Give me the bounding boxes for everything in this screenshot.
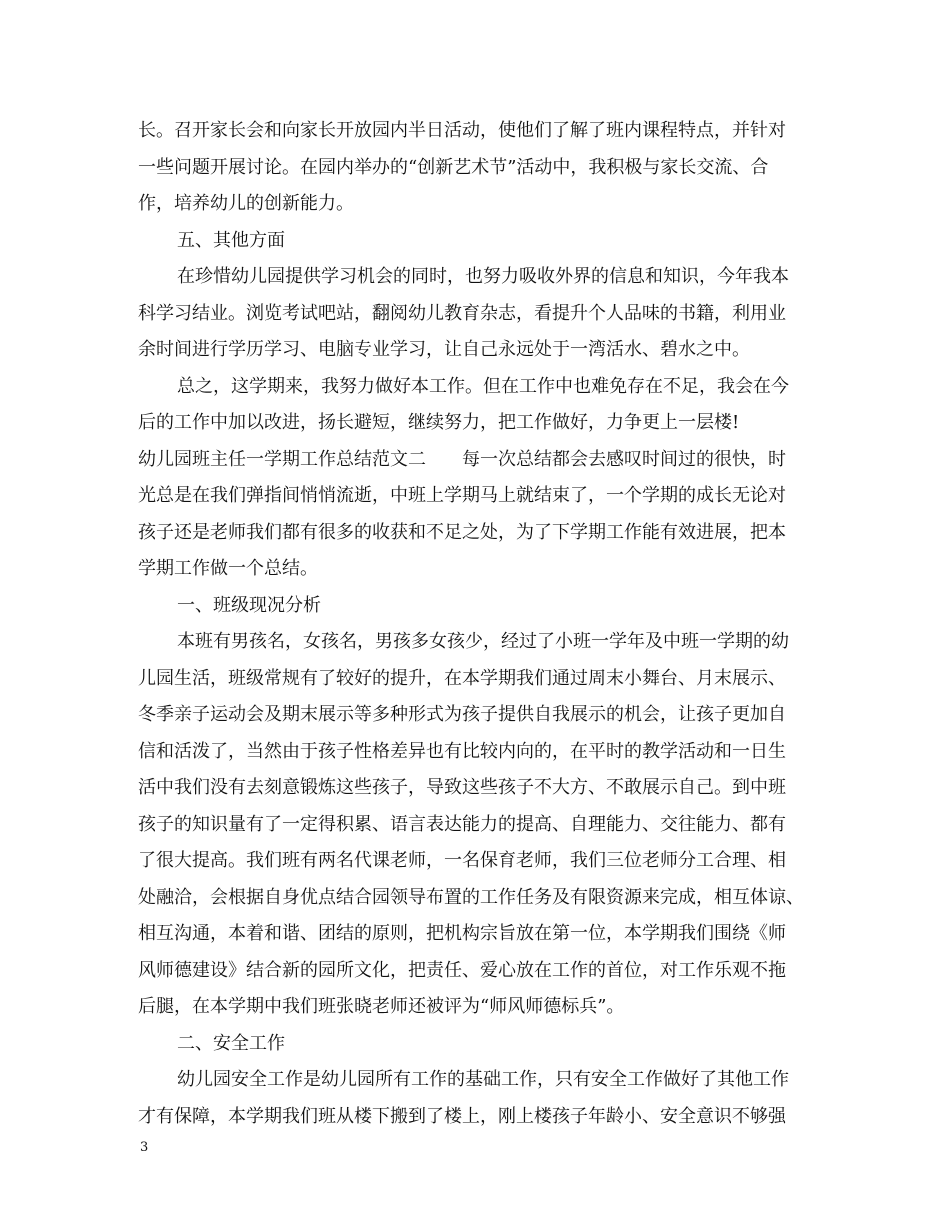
text-line: 儿园生活，班级常规有了较好的提升，在本学期我们通过周末小舞台、月末展示、 bbox=[138, 668, 786, 689]
section-heading: 五、其他方面 bbox=[177, 230, 285, 251]
text-line: 长。召开家长会和向家长开放园内半日活动，使他们了解了班内课程特点，并针对 bbox=[138, 120, 786, 141]
text-line: 总之，这学期来，我努力做好本工作。但在工作中也难免存在不足，我会在今 bbox=[177, 376, 789, 397]
text-line: 孩子还是老师我们都有很多的收获和不足之处，为了下学期工作能有效进展，把本 bbox=[138, 522, 786, 543]
text-line: 孩子的知识量有了一定得积累、语言表达能力的提高、自理能力、交往能力、都有 bbox=[138, 814, 786, 835]
text-line: 一些问题开展讨论。在园内举办的“创新艺术节”活动中，我积极与家长交流、合 bbox=[138, 157, 769, 178]
text-line: 后腿，在本学期中我们班张晓老师还被评为“师风师德标兵”。 bbox=[138, 996, 625, 1017]
text-line: 科学习结业。浏览考试吧站，翻阅幼儿教育杂志，看提升个人品味的书籍，利用业 bbox=[138, 303, 786, 324]
text-line: 处融洽，会根据自身优点结合园领导布置的工作任务及有限资源来完成，相互体谅、 bbox=[138, 887, 804, 908]
text-line: 冬季亲子运动会及期末展示等多种形式为孩子提供自我展示的机会，让孩子更加自 bbox=[138, 704, 786, 725]
text-line: 在珍惜幼儿园提供学习机会的同时，也努力吸收外界的信息和知识，今年我本 bbox=[177, 266, 789, 287]
text-line: 学期工作做一个总结。 bbox=[138, 558, 318, 579]
text-line: 余时间进行学历学习、电脑专业学习，让自己永远处于一湾活水、碧水之中。 bbox=[138, 339, 750, 360]
page-number: 3 bbox=[140, 1140, 149, 1155]
text-line: 活中我们没有去刻意锻炼这些孩子，导致这些孩子不大方、不敢展示自己。到中班 bbox=[138, 777, 786, 798]
text-line: 作，培养幼儿的创新能力。 bbox=[138, 193, 354, 214]
section-heading: 二、安全工作 bbox=[177, 1033, 285, 1054]
text-line: 光总是在我们弹指间悄悄流逝，中班上学期马上就结束了，一个学期的成长无论对 bbox=[138, 485, 786, 506]
text-line: 后的工作中加以改进，扬长避短，继续努力，把工作做好，力争更上一层楼! bbox=[138, 412, 740, 433]
text-line: 风师德建设》结合新的园所文化，把责任、爱心放在工作的首位，对工作乐观不拖 bbox=[138, 960, 786, 981]
text-line: 才有保障，本学期我们班从楼下搬到了楼上，刚上楼孩子年龄小、安全意识不够强 bbox=[138, 1106, 786, 1127]
section-heading: 一、班级现况分析 bbox=[177, 595, 321, 616]
text-line: 幼儿园安全工作是幼儿园所有工作的基础工作，只有安全工作做好了其他工作 bbox=[177, 1069, 789, 1090]
text-line: 信和活泼了，当然由于孩子性格差异也有比较内向的，在平时的教学活动和一日生 bbox=[138, 741, 786, 762]
text-line: 幼儿园班主任一学期工作总结范文二 每一次总结都会去感叹时间过的很快，时 bbox=[138, 449, 786, 470]
text-line: 相互沟通，本着和谐、团结的原则，把机构宗旨放在第一位，本学期我们围绕《师 bbox=[138, 923, 786, 944]
text-line: 本班有男孩名，女孩名，男孩多女孩少，经过了小班一学年及中班一学期的幼 bbox=[177, 631, 789, 652]
text-line: 了很大提高。我们班有两名代课老师，一名保育老师，我们三位老师分工合理、相 bbox=[138, 850, 786, 871]
